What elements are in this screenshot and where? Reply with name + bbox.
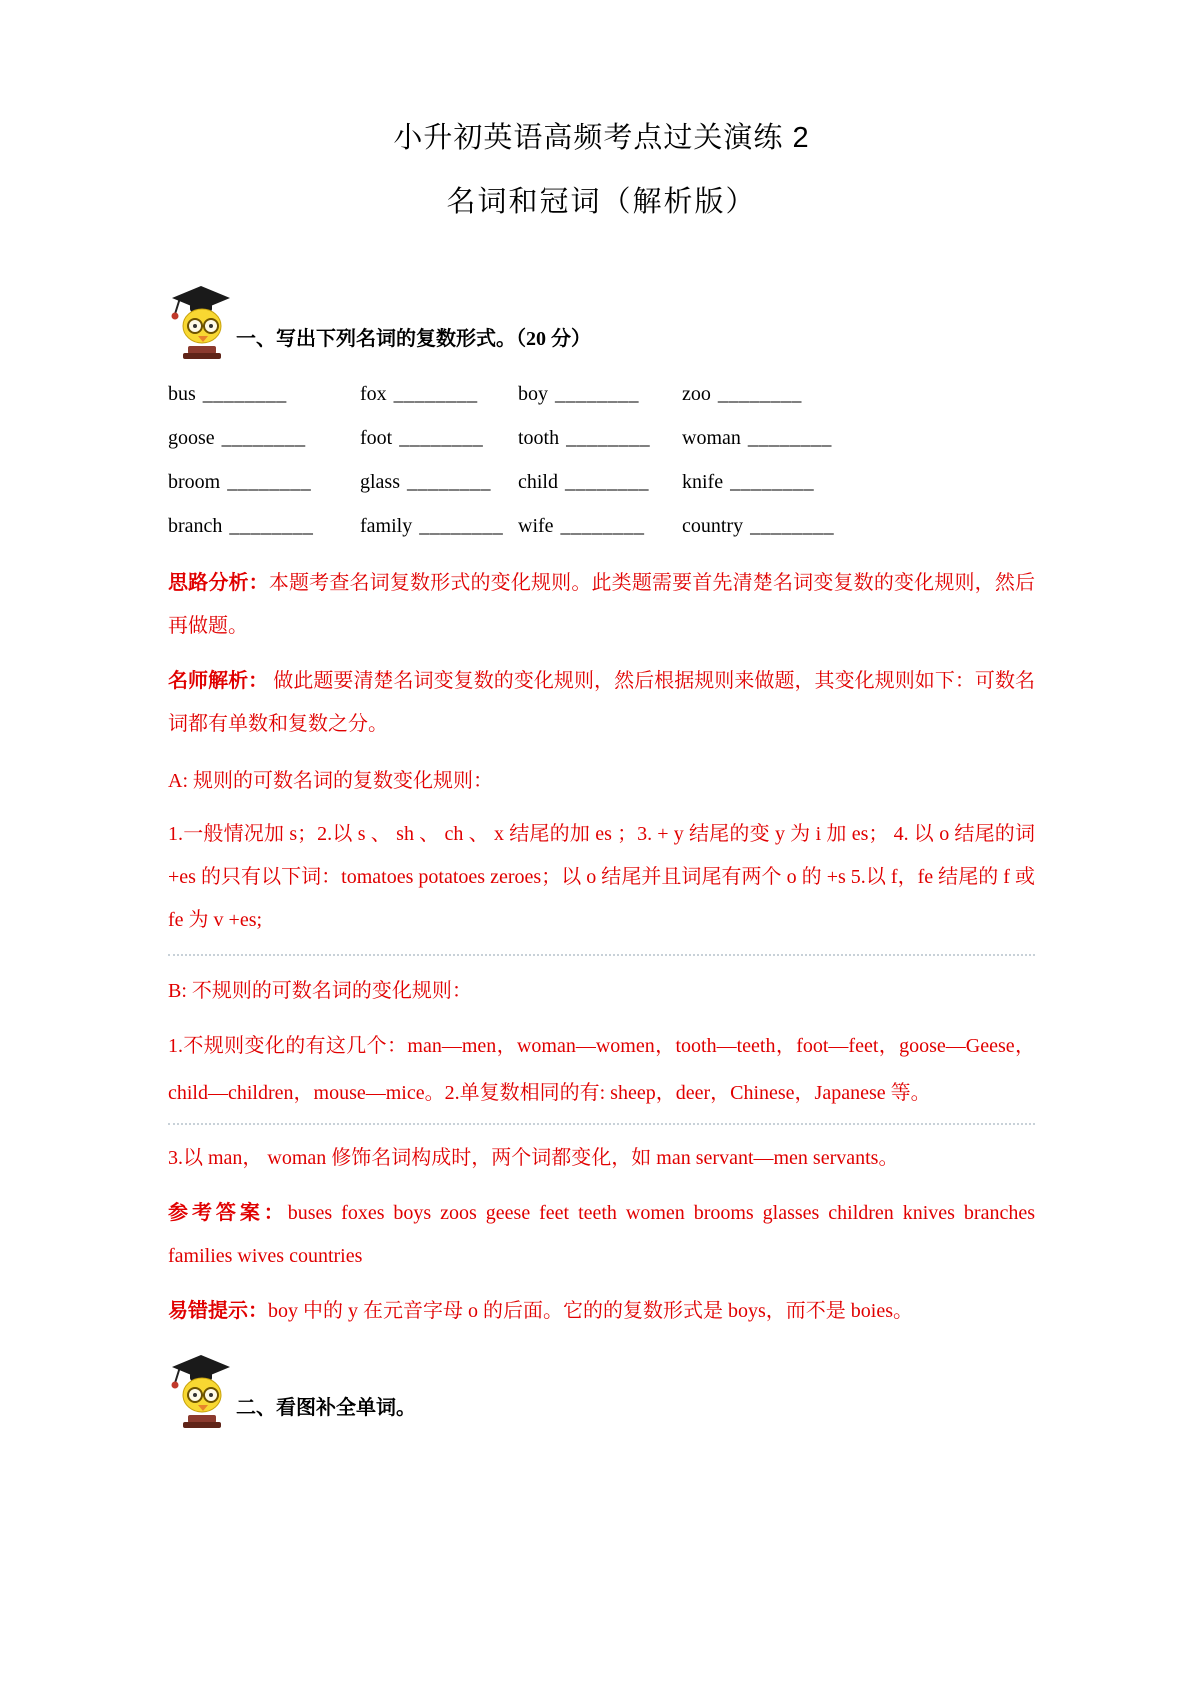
word-cell xyxy=(518,460,682,504)
word-cell xyxy=(518,504,682,548)
word-label: family xyxy=(360,515,413,537)
word-label: child xyxy=(518,471,558,493)
answer-label: 参考答案： xyxy=(168,1202,288,1224)
word-label: knife xyxy=(682,471,724,493)
word-label: goose xyxy=(168,427,215,449)
rule-b-text-2: 3.以 man， woman 修饰名词构成时，两个词都变化，如 man servant—men servants。 xyxy=(168,1147,899,1169)
graduate-chick-icon xyxy=(168,1353,234,1429)
word-label: country xyxy=(682,515,744,537)
answer-blank: ________ xyxy=(565,471,649,493)
word-label: tooth xyxy=(518,427,560,449)
section1-title: 一、写出下列名词的复数形式。（20 分） xyxy=(236,328,591,350)
mingshi-text: 做此题要清楚名词变复数的变化规则，然后根据规则来做题，其变化规则如下：可数名词都有单数和复数之分。 xyxy=(168,670,1036,735)
word-cell xyxy=(682,460,1035,504)
graduate-chick-icon xyxy=(168,284,234,360)
answer-blank: ________ xyxy=(407,471,491,493)
dotted-divider xyxy=(168,1123,1035,1125)
silu-analysis-paragraph xyxy=(168,562,1035,648)
rule-b-text-1: 1.不规则变化的有这几个：man—men，woman—women，tooth—teeth，foot—feet，goose—Geese，child—children，mouse—mice。2.单复数相同的有: sheep，deer，Chinese，Japanese 等。 xyxy=(168,1035,1035,1104)
word-label: boy xyxy=(518,383,548,405)
word-cell xyxy=(518,372,682,416)
answer-blank: ________ xyxy=(717,383,802,405)
section2-title: 二、看图补全单词。 xyxy=(236,1397,416,1419)
answer-blank: ________ xyxy=(393,383,478,405)
answer-blank: ________ xyxy=(555,383,639,405)
silu-label: 思路分析： xyxy=(168,572,269,594)
word-cell xyxy=(168,460,360,504)
rule-a-heading: A: 规则的可数名词的复数变化规则： xyxy=(168,770,493,792)
word-cell xyxy=(168,504,360,548)
tip-text: boy 中的 y 在元音字母 o 的后面。它的的复数形式是 boys，而不是 boies。 xyxy=(268,1300,913,1322)
answer-blank: ________ xyxy=(419,515,504,537)
answer-blank: ________ xyxy=(399,427,484,449)
mingshi-label: 名师解析： xyxy=(168,670,269,692)
word-label: woman xyxy=(682,427,741,449)
word-label: foot xyxy=(360,427,393,449)
answer-paragraph xyxy=(168,1192,1035,1278)
answer-blank: ________ xyxy=(730,471,815,493)
word-cell xyxy=(360,416,518,460)
tip-label: 易错提示： xyxy=(168,1300,268,1322)
answer-blank: ________ xyxy=(229,515,314,537)
word-cell xyxy=(682,372,1035,416)
rule-a-text: 1.一般情况加 s；2.以 s 、 sh 、 ch 、 x 结尾的加 es ；3. + y 结尾的变 y 为 i 加 es； 4. 以 o 结尾的词 +es 的只有以下词：tomatoes potatoes zeroes；以 o 结尾并且词尾有两个 o 的 +s 5.以 f，fe 结尾的 f 或 fe 为 v +es; xyxy=(168,823,1035,931)
answer-text: buses foxes boys zoos geese feet teeth women brooms glasses children knives branches families wives countries xyxy=(168,1202,1035,1267)
word-cell xyxy=(682,416,1035,460)
section1-header xyxy=(168,284,1035,360)
word-cell xyxy=(168,372,360,416)
word-label: fox xyxy=(360,383,387,405)
answer-blank: ________ xyxy=(202,383,287,405)
silu-text: 本题考查名词复数形式的变化规则。此类题需要首先清楚名词变复数的变化规则，然后再做题。 xyxy=(168,572,1036,637)
dotted-divider xyxy=(168,954,1035,956)
word-label: branch xyxy=(168,515,223,537)
word-label: bus xyxy=(168,383,196,405)
page-title: 小升初英语高频考点过关演练 2 xyxy=(393,122,810,154)
word-cell xyxy=(518,416,682,460)
word-label: broom xyxy=(168,471,221,493)
answer-blank: ________ xyxy=(221,427,306,449)
word-cell xyxy=(360,504,518,548)
answer-blank: ________ xyxy=(560,515,645,537)
mingshi-analysis-paragraph xyxy=(168,660,1035,746)
word-cell xyxy=(360,460,518,504)
answer-blank: ________ xyxy=(750,515,835,537)
section2-header xyxy=(168,1353,1035,1429)
page-subtitle: 名词和冠词（解析版） xyxy=(446,186,757,218)
answer-blank: ________ xyxy=(227,471,312,493)
answer-blank: ________ xyxy=(747,427,832,449)
word-cell xyxy=(360,372,518,416)
plural-words-grid xyxy=(168,372,1035,548)
rule-b-heading: B: 不规则的可数名词的变化规则： xyxy=(168,980,472,1002)
word-label: glass xyxy=(360,471,400,493)
word-cell xyxy=(682,504,1035,548)
answer-blank: ________ xyxy=(566,427,651,449)
word-label: zoo xyxy=(682,383,711,405)
word-label: wife xyxy=(518,515,554,537)
tip-paragraph xyxy=(168,1290,1035,1333)
word-cell xyxy=(168,416,360,460)
